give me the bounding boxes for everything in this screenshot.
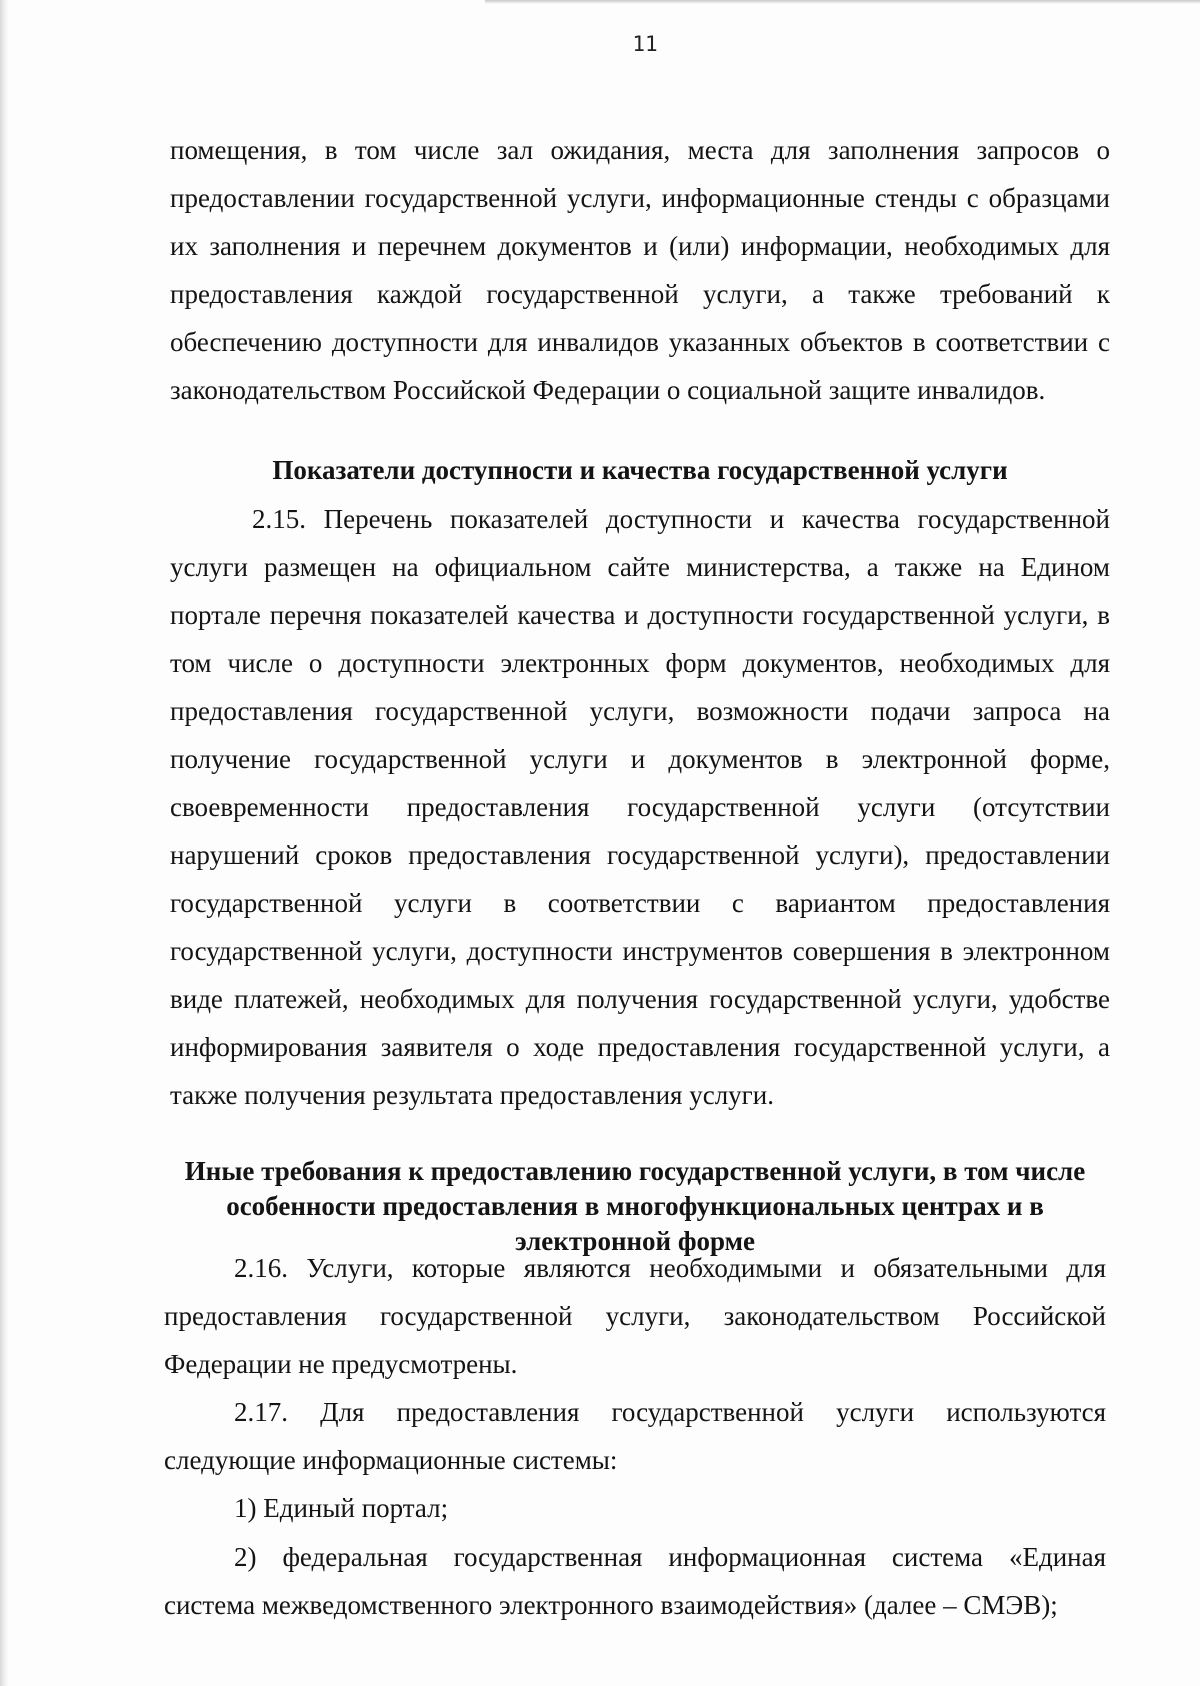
paragraph-2-15: [170, 495, 1110, 1119]
list-item: [234, 1484, 834, 1532]
list-item-text: 1) Единый портал;: [234, 1493, 449, 1523]
paragraph-1: [170, 126, 1110, 414]
text-line: своевременности предоставления государственной услуги (отсутствии: [170, 792, 1110, 822]
text-line: виде платежей, необходимых для получения государственной услуги, удобстве: [170, 984, 1110, 1014]
text-line: получение государственной услуги и документов в электронной форме,: [170, 744, 1110, 774]
text-line: государственной услуги, доступности инструментов совершения в электронном: [170, 936, 1110, 966]
paragraph-2-17: [164, 1388, 1106, 1484]
text-line: также получения результата предоставления услуги.: [170, 1080, 774, 1110]
text-line: их заполнения и перечнем документов и (или) информации, необходимых для: [170, 231, 1110, 261]
text-line: Федерации не предусмотрены.: [164, 1349, 518, 1379]
heading-line: электронной форме: [514, 1226, 756, 1256]
scan-edge-left: [0, 0, 9, 1686]
text-line: 2.15. Перечень показателей доступности и качества государственной: [252, 504, 1110, 534]
text-line: государственной услуги в соответствии с вариантом предоставления: [170, 888, 1110, 918]
text-line: 2.17. Для предоставления государственной услуги используются: [234, 1397, 1106, 1427]
text-line: 2) федеральная государственная информационная система «Единая: [234, 1542, 1106, 1572]
text-line: портале перечня показателей качества и доступности государственной услуги, в: [170, 600, 1110, 630]
text-line: услуги размещен на официальном сайте министерства, а также на Едином: [170, 552, 1110, 582]
text-line: предоставления каждой государственной услуги, а также требований к: [170, 279, 1110, 309]
text-line: нарушений сроков предоставления государственной услуги), предоставлении: [170, 840, 1110, 870]
text-line: система межведомственного электронного взаимодействия» (далее – СМЭВ);: [164, 1590, 1058, 1620]
text-line: предоставления государственной услуги, законодательством Российской: [164, 1301, 1106, 1331]
heading-line: особенности предоставления в многофункциональных центрах и в: [226, 1191, 1044, 1221]
text-line: законодательством Российской Федерации о социальной защите инвалидов.: [170, 375, 1046, 405]
text-line: следующие информационные системы:: [164, 1445, 618, 1475]
text-line: 2.16. Услуги, которые являются необходимыми и обязательными для: [234, 1253, 1106, 1283]
text-line: том числе о доступности электронных форм документов, необходимых для: [170, 648, 1110, 678]
text-line: информирования заявителя о ходе предоставления государственной услуги, а: [170, 1032, 1110, 1062]
page-number: 11: [632, 32, 658, 56]
scan-edge-top: [485, 0, 1200, 4]
text-line: предоставлении государственной услуги, информационные стенды с образцами: [170, 183, 1110, 213]
section-heading: Показатели доступности и качества государственной услуги: [272, 455, 1008, 485]
paragraph-2-16: [164, 1244, 1106, 1388]
text-line: обеспечению доступности для инвалидов указанных объектов в соответствии с: [170, 327, 1110, 357]
heading-line: Иные требования к предоставлению государственной услуги, в том числе: [184, 1156, 1086, 1186]
text-line: предоставления государственной услуги, возможности подачи запроса на: [170, 696, 1110, 726]
text-line: помещения, в том числе зал ожидания, места для заполнения запросов о: [170, 135, 1110, 165]
paragraph-list-item-2: [164, 1533, 1106, 1629]
